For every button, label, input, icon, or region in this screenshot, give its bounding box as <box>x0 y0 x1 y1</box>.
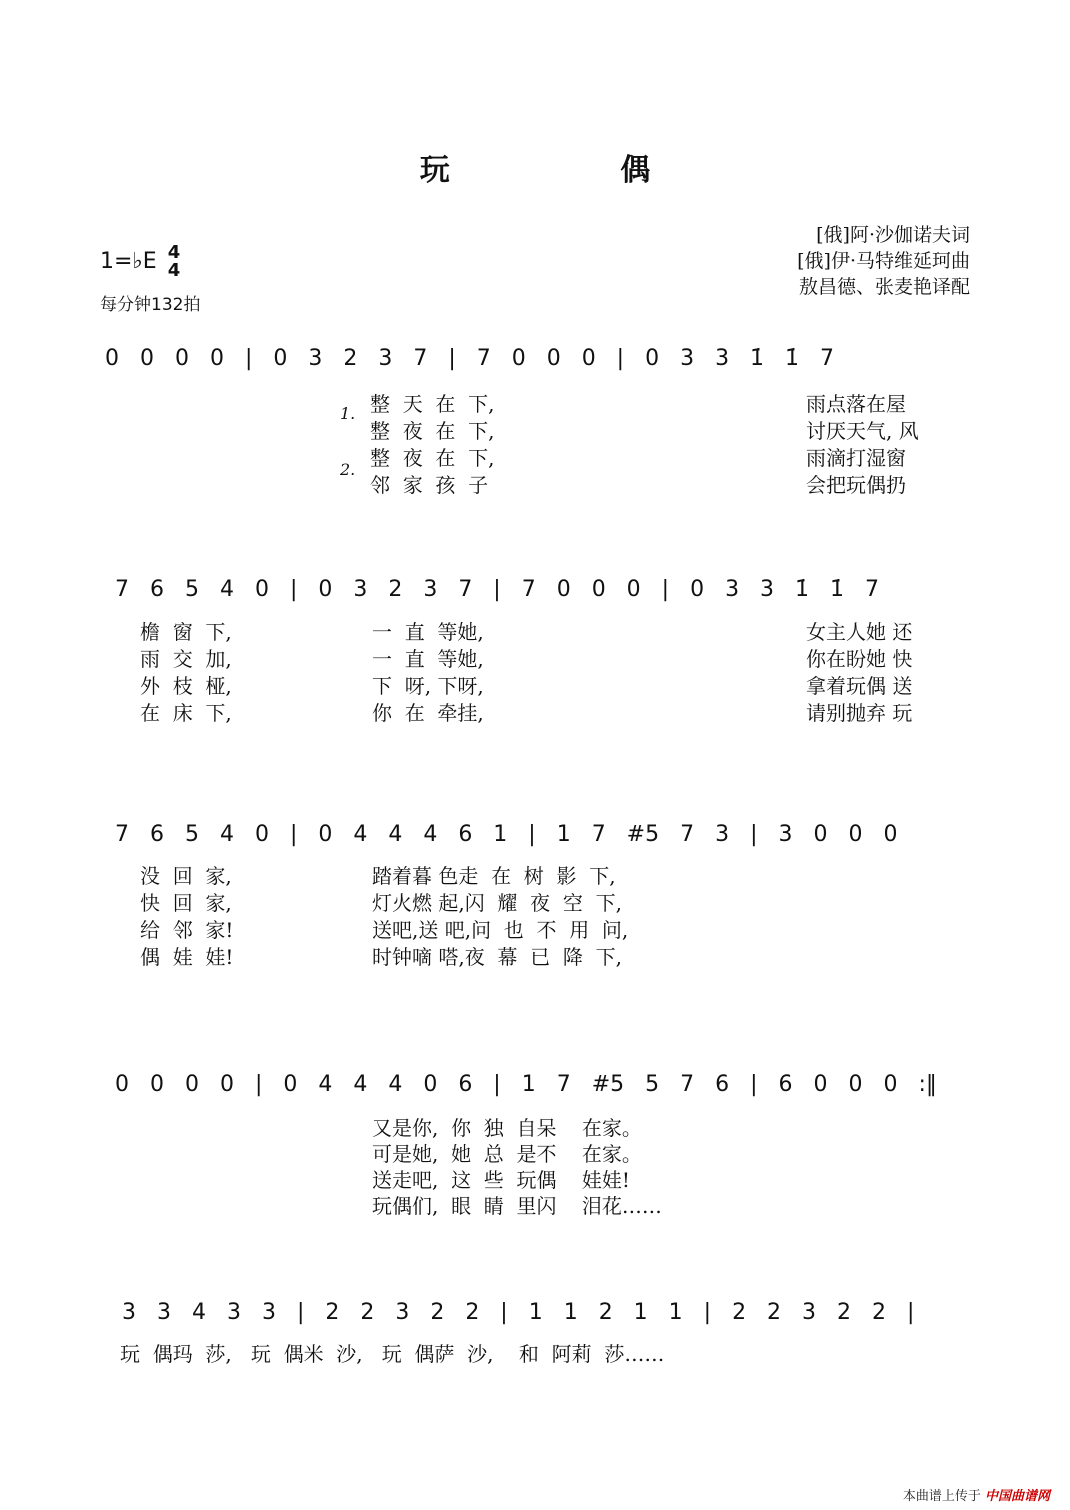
key-signature <box>100 244 180 280</box>
site-brand[interactable]: 中国曲谱网 <box>984 1489 1050 1504</box>
lyric-line: 又是你, 你 独 自呆 在家。 <box>372 1116 642 1140</box>
lyric-line: 你在盼她 快 <box>806 647 913 671</box>
lyric-line: 给 邻 家! <box>140 918 234 942</box>
notes-row: 7 6 5 4 0 | 0 3 2 3 7 | 7 0 0 0 | 0 3 3 1̇ 1̇ 7 <box>115 577 880 602</box>
lyric-line: 会把玩偶扔 <box>806 473 906 497</box>
notes-row: 0 0 0 0 | 0 3 2 3 7 | 7 0 0 0 | 0 3 3 1̇ 1̇ 7 <box>105 346 835 371</box>
lyric-line: 快 回 家, <box>140 891 232 915</box>
lyric-line: 玩 偶玛 莎, 玩 偶米 沙, 玩 偶萨 沙, 和 阿莉 莎…… <box>120 1342 665 1366</box>
lyric-line: 下 呀, 下呀, <box>372 674 484 698</box>
composer: [俄]伊·马特维延珂曲 <box>797 250 970 272</box>
lyric-line: 雨点落在屋 <box>806 392 906 416</box>
translators: 敖昌德、张麦艳译配 <box>798 276 970 298</box>
lyric-line: 外 枝 桠, <box>140 674 232 698</box>
upload-footer <box>903 1485 1050 1504</box>
lyric-line: 你 在 牵挂, <box>372 701 484 725</box>
lyric-line: 在 床 下, <box>140 701 232 725</box>
notes-row: 0 0 0 0 | 0 4 4 4 0 6 | 1 7 #5 5 7 6 | 6 0 0 0 :‖ <box>115 1072 937 1097</box>
lyric-line: 女主人她 还 <box>806 620 913 644</box>
lyric-line: 灯火燃 起,闪 耀 夜 空 下, <box>372 891 622 915</box>
lyric-line: 送走吧, 这 些 玩偶 娃娃! <box>372 1168 630 1192</box>
lyric-line: 拿着玩偶 送 <box>806 674 913 698</box>
tempo-marking: 每分钟132拍 <box>100 295 201 315</box>
credits <box>797 222 970 300</box>
lyric-line: 踏着暮 色走 在 树 影 下, <box>372 864 616 888</box>
notes-row: 7 6 5 4 0 | 0 4 4 4 6 1 | 1 7 #5 7 3 | 3 0 0 0 <box>115 822 898 847</box>
lyric-line: 整 夜 在 下, <box>370 446 495 470</box>
time-signature <box>168 244 181 280</box>
lyric-line: 雨 交 加, <box>140 647 232 671</box>
song-title: 玩 偶 <box>419 153 731 188</box>
lyric-line: 一 直 等她, <box>372 647 484 671</box>
lyricist: [俄]阿·沙伽诺夫词 <box>816 224 970 246</box>
footer-text: 本曲谱上传于 <box>902 1489 981 1504</box>
lyric-line: 偶 娃 娃! <box>140 945 234 969</box>
lyric-line: 讨厌天气, 风 <box>806 419 919 443</box>
time-bottom: 4 <box>167 260 181 281</box>
lyric-line: 没 回 家, <box>140 864 232 888</box>
lyric-line: 时钟嘀 嗒,夜 幕 已 降 下, <box>372 945 622 969</box>
lyric-line: 雨滴打湿窗 <box>806 446 906 470</box>
verse-number: 2. <box>340 460 356 479</box>
notes-row: 3 3 4 3 3 | 2 2 3 2 2 | 1 1 2 1 1 | 2 2 3 2 2 | <box>122 1300 915 1325</box>
lyric-line: 檐 窗 下, <box>140 620 232 644</box>
lyric-line: 可是她, 她 总 是不 在家。 <box>372 1142 642 1166</box>
lyric-line: 玩偶们, 眼 睛 里闪 泪花…… <box>372 1194 662 1218</box>
lyric-line: 请别抛弃 玩 <box>806 701 913 725</box>
lyric-line: 邻 家 孩 子 <box>370 473 489 497</box>
verse-number: 1. <box>340 404 356 423</box>
key-label: 1=♭E <box>100 249 157 274</box>
lyric-line: 整 夜 在 下, <box>370 419 495 443</box>
lyric-line: 送吧,送 吧,问 也 不 用 问, <box>372 918 629 942</box>
lyric-line: 整 天 在 下, <box>370 392 495 416</box>
lyric-line: 一 直 等她, <box>372 620 484 644</box>
time-top: 4 <box>167 242 181 263</box>
